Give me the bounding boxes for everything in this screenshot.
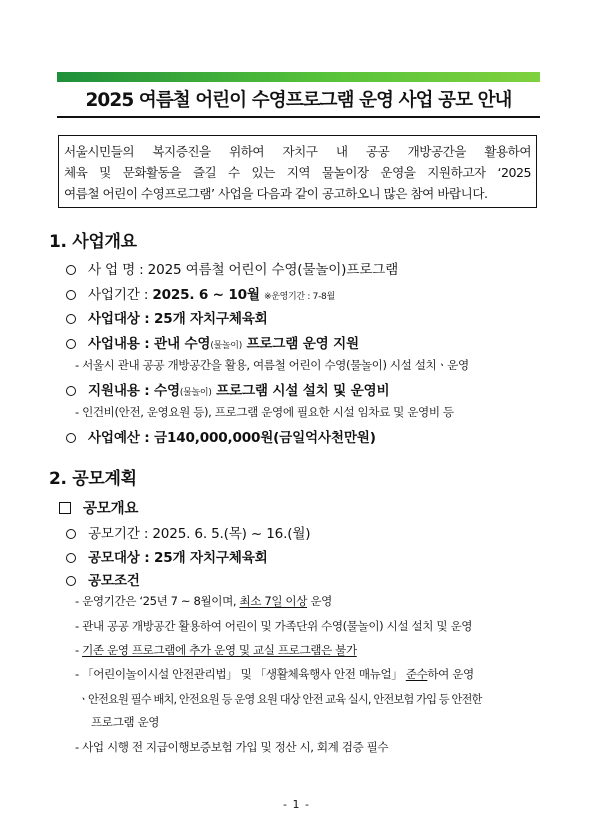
condition-1: - 운영기간은 ‘25년 7 ~ 8월이며, 최소 7일 이상 운영	[75, 594, 332, 608]
item-contest-period: 공모기간 : 2025. 6. 5.(목) ~ 16.(월)	[66, 522, 310, 542]
item-support-content-detail: - 인건비(안전, 운영요원 등), 프로그램 운영에 필요한 시설 임차료 및 운영비 등	[75, 405, 454, 419]
circle-bullet-icon	[66, 314, 76, 324]
condition-2: - 관내 공공 개방공간 활용하여 어린이 및 가족단위 수영(물놀이) 시설 설치 및 운영	[75, 619, 473, 633]
circle-bullet-icon	[66, 339, 76, 349]
square-bullet-icon	[59, 502, 71, 514]
section-2-heading: 2. 공모계획	[49, 469, 137, 489]
circle-bullet-icon	[66, 290, 76, 300]
circle-bullet-icon	[66, 553, 76, 563]
item-business-content: 사업내용 : 관내 수영(물놀이) 프로그램 운영 지원	[66, 332, 359, 352]
circle-bullet-icon	[66, 529, 76, 539]
circle-bullet-icon	[66, 265, 76, 275]
page-title: 2025 여름철 어린이 수영프로그램 운영 사업 공모 안내	[85, 90, 512, 111]
condition-5-line-1: ㆍ안전요원 필수 배치, 안전요원 등 운영 요원 대상 안전 교육 실시, 안전보험 가입 등 안전한	[78, 693, 482, 706]
item-business-budget: 사업예산 : 금140,000,000원(금일억사천만원)	[66, 426, 376, 446]
intro-line: 여름철 어린이 수영프로그램’ 사업을 다음과 같이 공고하오니 많은 참여 바랍니다.	[64, 186, 488, 201]
item-business-period: 사업기간 : 2025. 6 ~ 10월 ※운영기간 : 7-8월	[66, 283, 335, 303]
section-1-heading: 1. 사업개요	[49, 232, 137, 252]
item-business-content-detail: - 서울시 관내 공공 개방공간을 활용, 여름철 어린이 수영(물놀이) 시설 설치ㆍ운영	[75, 358, 469, 372]
condition-5-line-2: 프로그램 운영	[91, 715, 160, 729]
intro-line: 서울시민들의 복지증진을 위하여 자치구 내 공공 개방공간을 활용하여	[64, 144, 531, 159]
intro-box	[58, 135, 537, 208]
item-business-name: 사 업 명 : 2025 여름철 어린이 수영(물놀이)프로그램	[66, 258, 398, 278]
circle-bullet-icon	[66, 433, 76, 443]
condition-3: - 기존 운영 프로그램에 추가 운영 및 교실 프로그램은 불가	[75, 643, 357, 657]
condition-4: - 「어린이놀이시설 안전관리법」 및 「생활체육행사 안전 매뉴얼」 준수하여 운영	[75, 667, 474, 681]
circle-bullet-icon	[66, 386, 76, 396]
condition-6: - 사업 시행 전 지급이행보증보험 가입 및 정산 시, 회계 검증 필수	[75, 740, 389, 754]
page-number: - 1 -	[283, 798, 310, 811]
item-contest-target: 공모대상 : 25개 자치구체육회	[66, 546, 268, 566]
title-green-bar	[57, 72, 540, 82]
subsection-heading: 공모개요	[59, 497, 138, 518]
item-support-content: 지원내용 : 수영(물놀이) 프로그램 시설 설치 및 운영비	[66, 379, 389, 399]
title-underline	[57, 116, 540, 118]
circle-bullet-icon	[66, 576, 76, 586]
item-business-target: 사업대상 : 25개 자치구체육회	[66, 307, 268, 327]
item-contest-conditions: 공모조건	[66, 569, 140, 589]
intro-line: 체육 및 문화활동을 즐길 수 있는 지역 물놀이장 운영을 지원하고자 ‘2025	[64, 165, 531, 180]
